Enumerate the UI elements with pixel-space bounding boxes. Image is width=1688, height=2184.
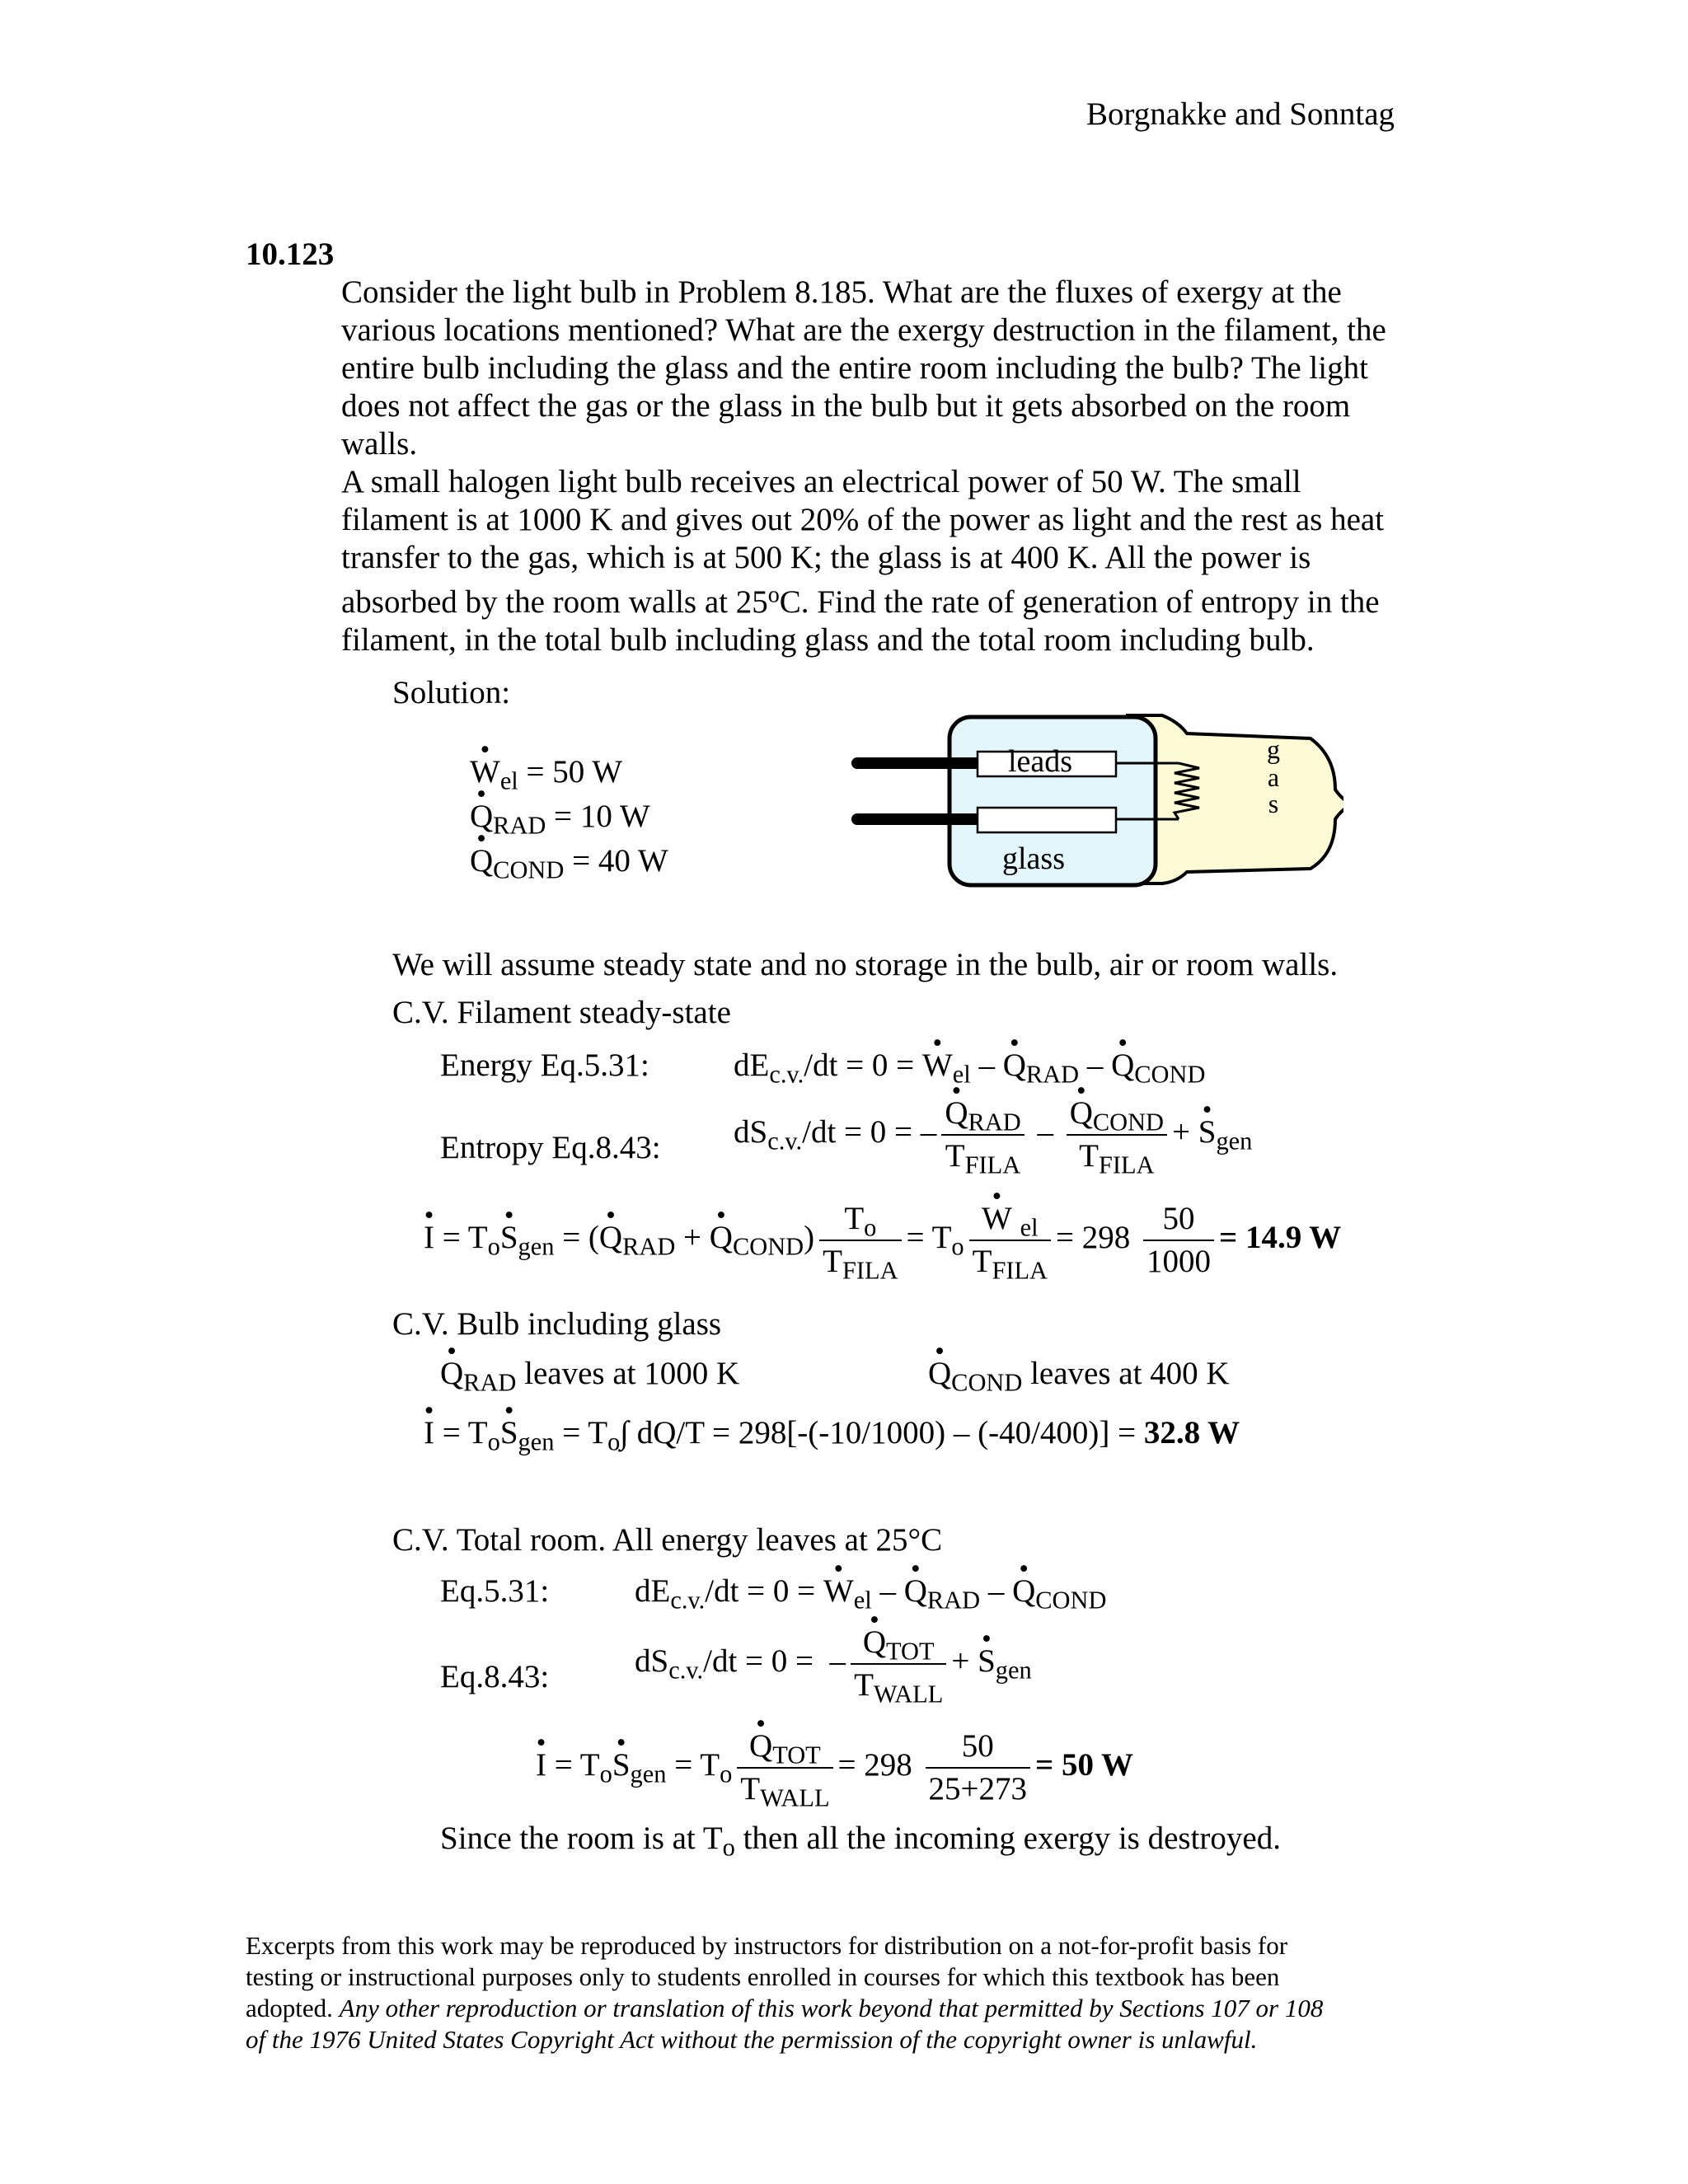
cv-filament-title: C.V. Filament steady-state — [392, 995, 731, 1030]
statement-line: transfer to the gas, which is at 500 K; the glass is at 400 K. All the power is — [341, 540, 1311, 575]
statement-line: walls. — [341, 426, 418, 462]
glass-label: glass — [1002, 841, 1065, 876]
gas-label-s: s — [1268, 789, 1279, 818]
cv-filament-entropy-eq: $dS_{c.v.}/dt = 0$ = – • $\frac{Q_{RAD}}{T_{FILA}}$ – • $\frac{Q_{COND}}{T_{FILA}}$ + • $S_{gen}$ — [734, 1094, 1252, 1175]
cv-room-entropy-label: Eq.8.43: — [440, 1659, 550, 1694]
leads-label: leads — [1007, 744, 1073, 779]
statement-line: absorbed by the room walls at 25$^o$C. Find the rate of generation of entropy in the — [341, 582, 1380, 620]
assumption-text: We will assume steady state and no storage in the bulb, air or room walls. — [392, 947, 1339, 982]
statement-line: various locations mentioned? What are the exergy destruction in the filament, the — [341, 312, 1386, 348]
lead-bar-bottom — [978, 808, 1116, 832]
cv-room-energy-label: Eq.5.31: — [440, 1573, 550, 1609]
copyright-footer — [246, 1930, 1457, 2055]
statement-line: filament is at 1000 K and gives out 20% of the power as light and the rest as heat — [341, 502, 1385, 537]
bulb-envelope — [1128, 715, 1343, 883]
cv-filament-destruction-eq: • $I = T_o•$ $S_{gen}$ = (• $Q_{RAD}$ + • $Q_{COND}$) $\frac{T_o}{T_{FILA}}$ = $T_o$ • $\frac{W _{el}}{T_{FILA}}$ = 298 $\frac{50}{1000}$ = 14.9 W — [424, 1200, 1341, 1281]
problem-number: 10.123 — [246, 237, 335, 272]
solution-label: Solution: — [392, 675, 511, 710]
footer-line: adopted. Any other reproduction or translation of this work beyond that permitted by Sections 107 or 108 — [246, 1994, 1324, 2022]
footer-line: of the 1976 United States Copyright Act without the permission of the copyright owner is unlawful. — [246, 2025, 1258, 2054]
footer-line: Excerpts from this work may be reproduced by instructors for distribution on a not-for-profit basis for — [246, 1931, 1288, 1960]
footer-line: testing or instructional purposes only to students enrolled in courses for which this textbook has been — [246, 1962, 1280, 1991]
cv-bulb-destruction-eq: • $I = T_o•$ $S_{gen} = T_o\int$ dQ/T = 298[-(-10/1000) – (-40/400)] = 32.8 W — [424, 1414, 1240, 1452]
cv-room-energy-eq: $dE_{c.v.}/dt = 0$ = • $W_{el}$ – • $Q_{RAD}$ – • $Q_{COND}$ — [635, 1572, 1106, 1610]
cv-bulb-title: C.V. Bulb including glass — [392, 1306, 722, 1342]
cv-room-destruction-eq: • $I = T_o•$ $S_{gen} = T_o$ • $\frac{Q_{TOT}}{T_{WALL}}$ = 298 $\frac{50}{25+273}$ = 50 W — [536, 1727, 1133, 1808]
cv-filament-energy-eq: $dE_{c.v.}/dt = 0$ = • $W_{el}$ – • $Q_{RAD}$ – • $Q_{COND}$ — [734, 1047, 1205, 1085]
cv-room-conclusion: Since the room is at $T_o$ then all the incoming exergy is destroyed. — [440, 1821, 1281, 1862]
given-q-cond: • $Q_{COND} = 40$ W — [470, 842, 668, 880]
cv-room-title: C.V. Total room. All energy leaves at 25°C — [392, 1522, 943, 1558]
statement-line: entire bulb including the glass and the entire room including the bulb? The light — [341, 350, 1368, 386]
cv-filament-entropy-label: Entropy Eq.8.43: — [440, 1130, 661, 1165]
cv-bulb-q-rad-note: • $Q_{RAD}$ leaves at 1000 K — [440, 1355, 739, 1393]
statement-line: filament, in the total bulb including glass and the total room including bulb. — [341, 622, 1315, 658]
problem-statement — [341, 274, 1437, 659]
gas-label-a: a — [1267, 762, 1280, 792]
light-bulb-diagram — [849, 707, 1343, 897]
gas-label-g: g — [1267, 734, 1280, 764]
page-header-authors: Borgnakke and Sonntag — [1086, 96, 1395, 132]
statement-line: Consider the light bulb in Problem 8.185. What are the fluxes of exergy at the — [341, 274, 1342, 310]
cv-filament-energy-label: Energy Eq.5.31: — [440, 1047, 649, 1083]
given-w-el: • $W_{el} = 50$ W — [470, 753, 622, 791]
statement-line: A small halogen light bulb receives an electrical power of 50 W. The small — [341, 464, 1301, 499]
cv-bulb-q-cond-note: • $Q_{COND}$ leaves at 400 K — [928, 1355, 1230, 1393]
cv-room-entropy-eq: $dS_{c.v.}/dt = 0$ = – • $\frac{Q_{TOT}}{T_{WALL}}$ + • $S_{gen}$ — [635, 1624, 1032, 1704]
given-q-rad: • $Q_{RAD} = 10$ W — [470, 798, 650, 836]
statement-line: does not affect the gas or the glass in the bulb but it gets absorbed on the room — [341, 388, 1351, 424]
